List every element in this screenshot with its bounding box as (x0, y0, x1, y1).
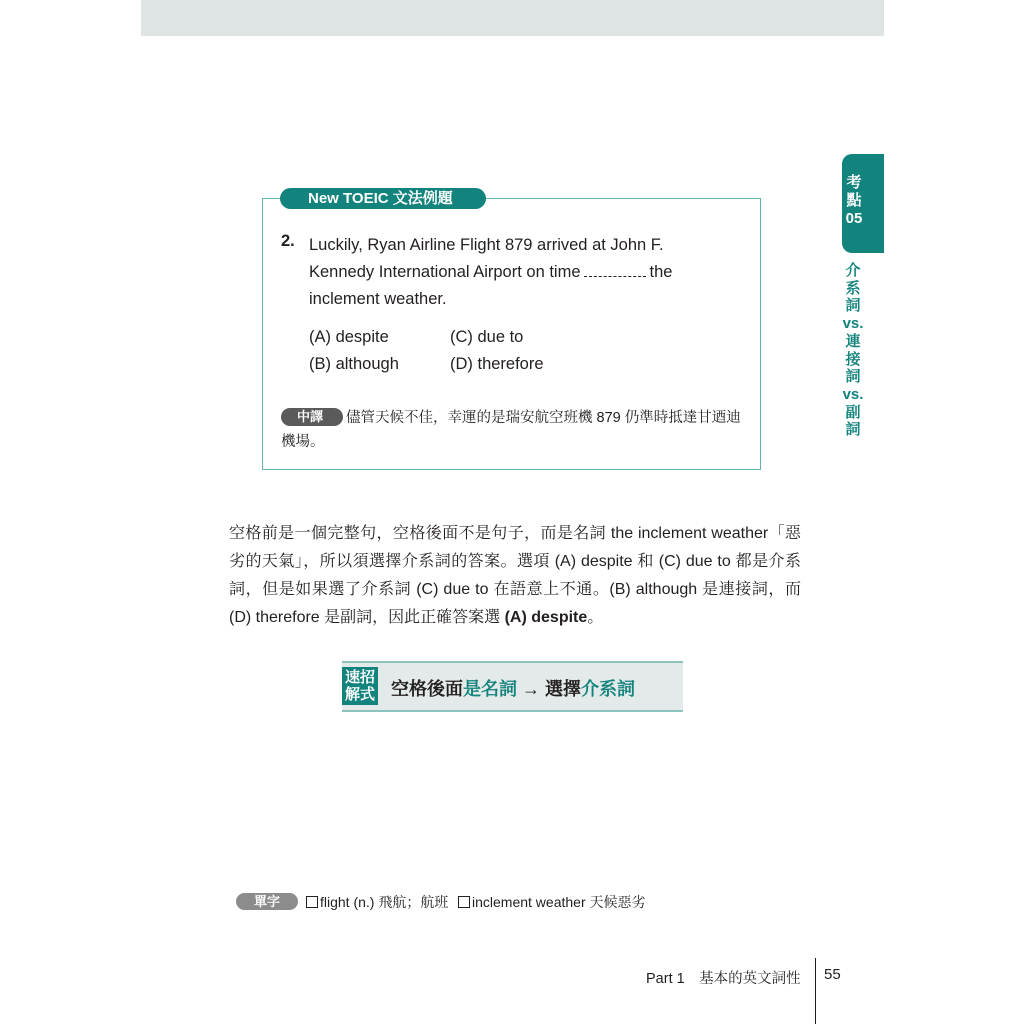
vocab-item: flight (n.) 飛航；航班 (306, 892, 448, 912)
question-text: Luckily, Ryan Airline Flight 879 arrived at John F. Kennedy International Airport on time the inclement weather. (309, 236, 673, 308)
translation-text: 儘管天候不佳，幸運的是瑞安航空班機 879 仍準時抵達甘迺迪機場。 (281, 410, 741, 450)
footer-divider (815, 958, 816, 1024)
question-number: 2. (281, 232, 295, 250)
vocab-label: 單字 (236, 893, 298, 910)
option-a: (A) despite (309, 328, 389, 346)
explanation-paragraph: 空格前是一個完整句，空格後面不是句子，而是名詞 the inclement weather「惡劣的天氣」，所以須選擇介系詞的答案。選項 (A) despite 和 (C) due to 都是介系詞，但是如果選了介系詞 (C) due to 在語意上不通。(B) although 是連接詞，而 (D) therefore 是副詞，因此正確答案選 (A) despite。 (229, 525, 801, 626)
correct-answer: (A) despite (504, 609, 588, 626)
chapter-topic: 介 系 詞 vs. 連 接 詞 vs. 副 詞 (842, 262, 864, 439)
page-number: 55 (824, 966, 841, 983)
tip-badge: 速招 解式 (342, 667, 378, 705)
vocab-item: inclement weather 天候惡劣 (458, 892, 646, 912)
header-band (141, 0, 884, 36)
option-d: (D) therefore (450, 355, 544, 373)
answer-blank (584, 264, 646, 277)
translation-label: 中譯 (281, 408, 343, 426)
chapter-tab (842, 154, 884, 253)
footer-section-title: Part 1 基本的英文詞性 (646, 971, 801, 987)
chapter-tab-label: 考 點 05 (845, 174, 863, 227)
checkbox-icon (458, 896, 470, 908)
example-label: New TOEIC 文法例題 (280, 188, 486, 209)
option-c: (C) due to (450, 328, 524, 346)
tip-text: 空格後面是名詞 → 選擇介系詞 (391, 679, 636, 699)
option-b: (B) although (309, 355, 399, 373)
checkbox-icon (306, 896, 318, 908)
